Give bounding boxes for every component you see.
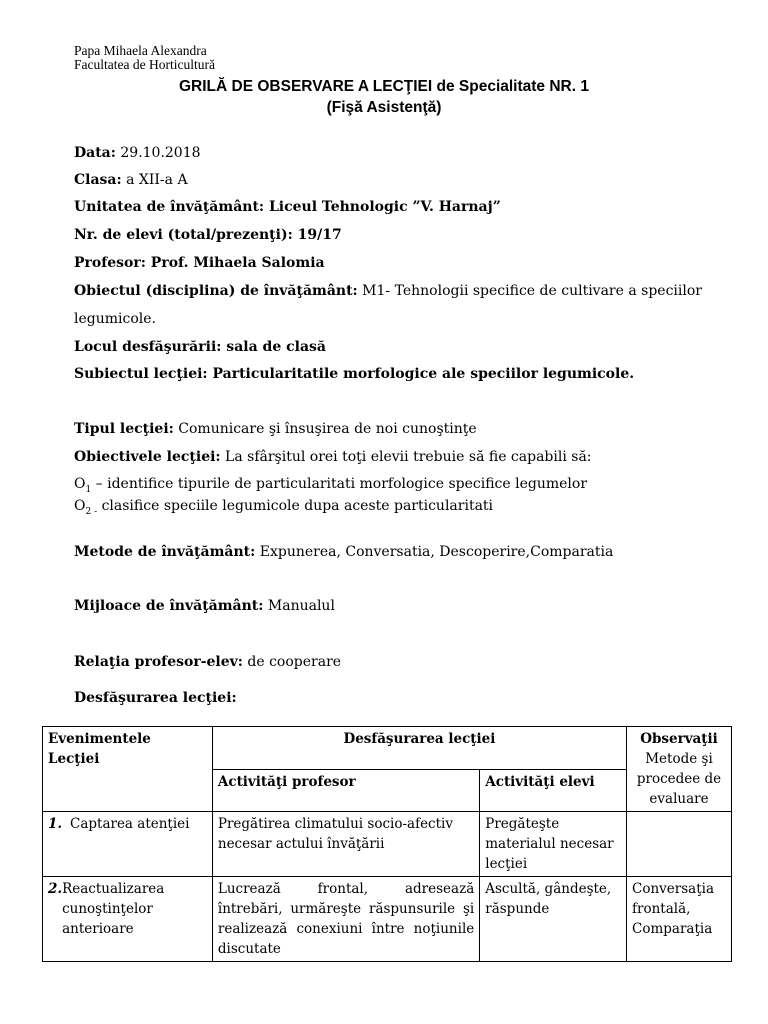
author-block [74,44,215,72]
field-mijloace-label: Mijloace de învăţământ: [74,598,264,614]
row-1-observatii [627,812,732,877]
field-obiectivele-value: La sfârşitul orei toţi elevii trebuie să fie capabili să: [225,449,592,465]
document-title: GRILĂ DE OBSERVARE A LECŢIEI de Specialitate NR. 1 [179,78,589,95]
author-name: Papa Mihaela Alexandra [74,43,207,58]
field-tipul [74,421,477,437]
header-activitati-elevi: Activităţi elevi [480,769,627,812]
row-1-elevi: Pregăteşte materialul necesar lecţiei [480,812,627,877]
field-unitatea-text: Unitatea de învăţământ: Liceul Tehnologic ”V. Harnaj” [74,199,501,215]
field-profesor [74,255,325,271]
field-obiectul-cont: legumicole. [74,311,156,327]
row-2-eveniment-text: Reactualizarea cunoştinţelor anterioare [62,881,165,937]
objective-o2 [74,498,493,517]
author-faculty: Facultatea de Horticultură [74,57,215,72]
field-tipul-label: Tipul lecţiei: [74,421,174,437]
header-observatii-title: Observaţii [640,731,718,747]
header-desfasurarea: Desfăşurarea lecţiei [212,727,626,770]
field-relatia [74,654,341,670]
header-evenimentele: Evenimentele Lecţiei [43,727,213,812]
field-obiectivele-label: Obiectivele lecţiei: [74,449,221,465]
field-clasa [74,172,188,188]
field-clasa-label: Clasa: [74,172,122,188]
field-metode-label: Metode de învăţământ: [74,544,256,560]
field-unitatea [74,199,501,215]
row-2-profesor: Lucrează frontal, adresează întrebări, urmăreşte răspunsurile şi realizează conexiuni între noţiunile discutate [212,877,479,962]
row-2-elevi: Ascultă, gândeşte, răspunde [480,877,627,962]
header-observatii [627,727,732,812]
row-2-observatii: Conversaţia frontală, Comparaţia [627,877,732,962]
table-header-row [43,727,732,770]
field-mijloace-value: Manualul [267,598,335,614]
field-relatia-label: Relaţia profesor-elev: [74,654,243,670]
field-desfasurarea [74,690,237,706]
field-tipul-value: Comunicare şi însuşirea de noi cunoştinţe [178,421,477,437]
row-2-num: 2. [48,881,63,897]
header-observatii-sub: Metode şi procedee de evaluare [636,751,722,807]
field-profesor-text: Profesor: Prof. Mihaela Salomia [74,255,325,271]
field-subiectul [74,366,634,382]
document-subtitle: (Fişă Asistenţă) [326,99,442,116]
field-desfasurarea-label: Desfăşurarea lecţiei: [74,690,237,706]
field-metode-value: Expunerea, Conversatia, Descoperire,Comparatia [259,544,614,560]
field-subiectul-text: Subiectul lecţiei: Particularitatile morfologice ale speciilor legumicole. [74,366,635,382]
field-nr-elevi [74,227,342,243]
o1-sub: 1 [85,484,92,495]
field-nr-elevi-text: Nr. de elevi (total/prezenţi): 19/17 [74,227,342,243]
row-1-eveniment-text: Captarea atenţiei [70,816,190,832]
field-data-label: Data: [74,145,116,161]
header-activitati-profesor: Activităţi profesor [212,769,479,812]
o2-sub: 2 - [85,506,98,517]
field-obiectul-value: M1- Tehnologii specifice de cultivare a speciilor [362,283,702,299]
field-data-value: 29.10.2018 [120,145,201,161]
table-row [43,812,732,877]
field-data [74,145,201,161]
field-metode [74,544,613,560]
row-1-eveniment [43,812,213,877]
field-mijloace [74,598,335,614]
row-2-eveniment [43,877,213,962]
field-clasa-value: a XII-a A [126,172,188,188]
field-relatia-value: de cooperare [247,654,342,670]
o2-prefix: O [74,498,86,514]
row-1-num: 1. [48,816,63,832]
field-locul-text: Locul desfăşurării: sala de clasă [74,339,326,355]
o1-prefix: O [74,476,86,492]
lesson-table [42,726,732,962]
table-row [43,877,732,962]
objective-o1 [74,476,587,495]
o2-text: clasifice speciile legumicole dupa aceste particularitati [97,498,494,514]
o1-text: – identifice tipurile de particularitati morfologice specifice legumelor [91,476,588,492]
field-obiectul-label: Obiectul (disciplina) de învăţământ: [74,283,358,299]
field-locul [74,339,326,355]
field-obiectivele [74,449,592,465]
row-1-profesor: Pregătirea climatului socio-afectiv necesar actului învăţării [212,812,479,877]
field-obiectul [74,283,702,299]
